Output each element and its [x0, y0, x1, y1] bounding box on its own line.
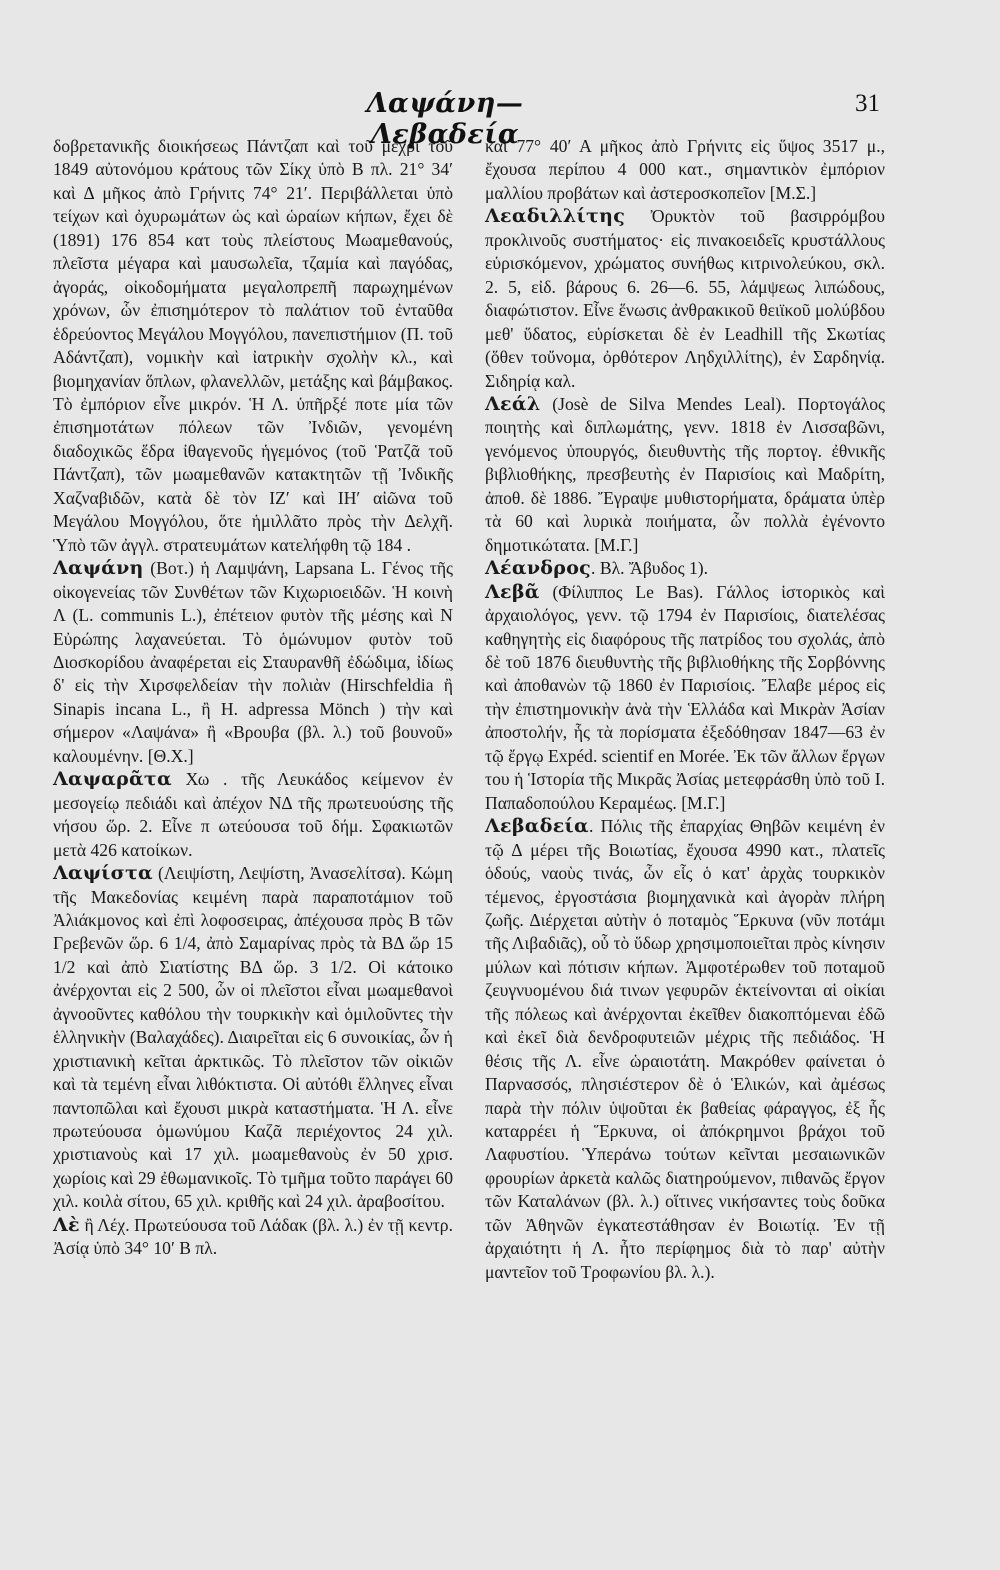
entry-lapsarata [53, 768, 453, 862]
entry-headword: Λεβαδεία [485, 815, 589, 838]
entry-text: . Πόλις τῆς ἐπαρχίας Θηβῶν κειμένη ἐν τῷ Δ μέρει τῆς Βοιωτίας, ἔχουσα 4990 κατ., πλατεῖς ὁδούς, ναοὺς τινάς, ὧν εἷς ὁ κατ' ἀρχὰς τουρκικὸν τέμενος, ἐργοστάσια βιομηχανικὰ καὶ ἀγορὰν πλήρη ζωῆς. Διέρχεται αὐτὴν ὁ ποταμὸς Ἕρκυνα (νῦν ποτάμι τῆς Λιβαδιᾶς), οὗ τὸ ὕδωρ χρησιμοποιεῖται πρὸς κίνησιν μύλων καὶ πότισιν κήπων. Ἀμφοτέρωθεν τοῦ ποταμοῦ ζευγνυομένου διά τινων γεφυρῶν ἐκτείνονται αἱ οἰκίαι τῆς πόλεως καὶ ἀνέρχονται ἐκεῖθεν διακοπτόμεναι ἐδῶ καὶ ἐκεῖ διὰ δενδροφυτειῶν μέχρις τῆς πεδιάδος. Ἡ θέσις τῆς Λ. εἶνε ὡραιοτάτη. Μακρόθεν φαίνεται ὁ Παρνασσός, πλησιέστερον δὲ ὁ Ἑλικών, καὶ ἀμέσως παρὰ τὴν πόλιν ὑψοῦται ἐκ βαθείας φάραγγος, ἐξ ἧς καταρρέει ἡ Ἕρκυνα, οἱ ἀπόκρημνοι βράχοι τοῦ Λαφυστίου. Ὑπεράνω τούτων κεῖνται μεσαιωνικῶν φρουρίων ἀρκετὰ καλῶς διατηρούμενον, πιθανῶς ἔργον τῶν Καταλάνων (βλ. λ.) οἵτινες νικήσαντες τοὺς δοῦκα τῶν Ἀθηνῶν ἐγκατεστάθησαν ἐν Βοιωτίᾳ. Ἐν τῇ ἀρχαιότητι ἡ Λ. ἦτο περίφημος διὰ τὸ παρ' αὐτὴν μαντεῖον τοῦ Τροφωνίου βλ. λ.). [485, 816, 885, 1282]
entry-text: ἢ Λέχ. Πρωτεύουσα τοῦ Λάδακ (βλ. λ.) ἐν τῇ κεντρ. Ἀσίᾳ ὑπὸ 34° 10′ Β πλ. [53, 1214, 453, 1259]
entry-le [53, 1214, 453, 1261]
entry-headword: Λαψαρᾶτα [53, 768, 172, 791]
entry-levadeia [485, 815, 885, 1284]
entry-text: δοβρετανικῆς διοικήσεως Πάντζαπ καὶ τοῦ μέχρι τοῦ 1849 αὐτονόμου κράτους τῶν Σίκχ ὑπὸ Β πλ. 21° 34′ καὶ Δ μῆκος ἀπὸ Γρήνιτς 74° 21′. Περιβάλλεται ὑπὸ τείχων καὶ ὀχυρωμάτων ὡς καὶ ὡραίων κήπων, ἔχει δὲ (1891) 176 854 κατ τοὺς πλείστους Μωαμεθανούς, πλεῖστα μέγαρα καὶ μαυσωλεῖα, τζαμία καὶ παγόδας, ἀγοράς, οἰκοδομήματα μεγαλοπρεπῆ παρωχημένων χρόνων, ὧν ἐπισημότερον τὸ παλάτιον τοῦ ἐνταῦθα ἑδρεύοντος Μεγάλου Μογγόλου, πανεπιστήμιον (Π. τοῦ Αδάντζαπ), νομικὴν καὶ ἰατρικὴν σχολὴν κλ., καὶ βιομηχανίαν ὅπλων, φλανελλῶν, μετάξης καὶ βάμβακος. Τὸ ἐμπόριον εἶνε μικρόν. Ἡ Λ. ὑπῆρξέ ποτε μία τῶν ἐπισημοτάτων πόλεων τῶν Ἰνδιῶν, γενομένη διαδοχικῶς ἕδρα ἰθαγενοῦς ἡγεμόνος (τοῦ Ῥατζᾶ τοῦ Πάντζαπ), τῶν μωαμεθανῶν κατακτητῶν τῇ Ἰνδικῆς Χαζναβιδῶν, κατὰ δὲ τὸν ΙΖ′ καὶ ΙΗ′ αἰῶνα τοῦ Μεγάλου Μογγόλου, ὅτε ἡμιλλᾶτο πρὸς τὴν Δελχῆ. Ὑπὸ τῶν ἀγγλ. στρατευμάτων κατελήφθη τῷ 184 . [53, 136, 453, 555]
entry-headword: Λαψάνη [53, 557, 144, 580]
entry-lapsani [53, 557, 453, 768]
page-number: 31 [855, 90, 880, 117]
running-head: Λαψάνη—Λεβαδεία [366, 88, 524, 150]
entry-continuation [53, 135, 453, 557]
entry-leandros [485, 557, 885, 580]
entry-text: (Josè de Silva Mendes Leal). Πορτογάλος ποιητὴς καὶ διπλωμάτης, γενν. 1818 ἐν Λισσαβῶνι, γενόμενος ὑπουργός, διευθυντὴς τῆς πορτογ. ἐθνικῆς βιβλιοθήκης, πρεσβευτὴς ἐν Παρισίοις καὶ Μαδρίτη, ἀποθ. δὲ 1886. Ἔγραψε μυθιστορήματα, δράματα ὑπὲρ τὰ 60 καὶ λυρικὰ ποιήματα, ὧν πολλὰ ἐγένοντο δημοτικώτατα. [Μ.Γ.] [485, 393, 885, 555]
entry-leva [485, 581, 885, 816]
entry-leal [485, 393, 885, 557]
entry-headword: Λέανδρος [485, 557, 592, 580]
left-column [53, 135, 453, 1261]
entry-text: (Φίλιππος Le Bas). Γάλλος ἱστορικὸς καὶ ἀρχαιολόγος, γενν. τῷ 1794 ἐν Παρισίοις, διατελέσας καθηγητὴς εἰς διαφόρους τῆς πατρίδος του σχολάς, ἀπὸ δὲ τοῦ 1876 διευθυντὴς τῆς βιβλιοθήκης τῆς Σορβόννης καὶ ἀποθανὼν τῷ 1860 ἐν Παρισίοις. Ἔλαβε μέρος εἰς τὴν ἐπιστημονικὴν ἀνὰ τὴν Ἑλλάδα καὶ Μικρὰν Ἀσίαν ἀποστολήν, ἧς τὰ πορίσματα ἐξεδόθησαν 1847—63 ἐν τῷ ἔργῳ Expéd. scientif en Morée. Ἐκ τῶν ἄλλων ἔργων του ἡ Ἱστορία τῆς Μικρᾶς Ἀσίας μετεφράσθη ὑπὸ τοῦ Ι. Παπαδοπούλου Κεραμέως. [Μ.Γ.] [485, 581, 885, 813]
entry-text: . Βλ. Ἄβυδος 1). [591, 558, 708, 579]
entry-text: (Βοτ.) ἡ Λαμψάνη, Lapsana L. Γένος τῆς οἰκογενείας τῶν Συνθέτων τῶν Κιχωριοειδῶν. Ἡ κοινὴ Λ (L. communis L.), ἐπέτειον φυτὸν τῆς μέσης καὶ Ν Εὐρώπης λαχανεύεται. Τὸ ὁμώνυμον φυτὸν τοῦ Διοσκορίδου ἀναφέρεται εἰς Σταυρανθῆ ἐδώδιμα, ἰδίως δ' εἰς τὴν Χιρσφελδείαν τὴν πολιὰν (Hirschfeldia ἢ Sinapis incana L., ἢ H. adpressa Mönch ) τὴν καὶ σήμερον «Λαψάνα» ἢ «Βρουβα (βλ. λ.) τοῦ βουνοῦ» καλουμένην. [Θ.Χ.] [53, 558, 453, 766]
entry-headword: Λεβᾶ [485, 580, 540, 603]
entry-text: Ὀρυκτὸν τοῦ βασιρρόμβου προκλινοῦς συστήματος· εἰς πινακοειδεῖς κρυστάλλους εὑρισκόμενον, χρώματος συνήθως κιτρινολεύκου, σκλ. 2. 5, εἰδ. βάρους 6. 26—6. 55, λάμψεως λιπώδους, διαφώτιστον. Εἶνε ἕνωσις ἀνθρακικοῦ θειϊκοῦ μολύβδου μεθ' ὕδατος, εὑρίσκεται δὲ ἐν Leadhill τῆς Σκωτίας (ὅθεν τοὔνομα, ὀρθότερον Ληδχιλλίτης), ἐν Σαρδηνίᾳ. Σιδηρίᾳ καλ. [485, 206, 885, 391]
entry-leadillitis [485, 205, 885, 393]
entry-headword: Λεαδιλλίτης [485, 205, 626, 228]
entry-text: καὶ 77° 40′ Α μῆκος ἀπὸ Γρήνιτς εἰς ὕψος 3517 μ., ἔχουσα περίπου 4 000 κατ., σημαντικὸν ἐμπόριον μαλλίου προβάτων καὶ ἀστεροσκοπεῖον [Μ.Σ.] [485, 136, 885, 203]
page-header [0, 88, 1000, 150]
entry-lapsista [53, 862, 453, 1214]
entry-headword: Λεάλ [485, 392, 541, 415]
entry-headword: Λὲ [53, 1213, 80, 1236]
entry-text: (Λειψίστη, Λεψίστη, Ἀνασελίτσα). Κώμη τῆς Μακεδονίας κειμένη παρὰ παραποτάμιον τοῦ Ἀλιάκμονος καὶ ἐπὶ λοφοσειρας, ἀπέχουσα πρὸς Β τῶν Γρεβενῶν ὥρ. 6 1/4, ἀπὸ Σαμαρίνας πρὸς τὰ ΒΔ ὥρ 15 1/2 καὶ ἀπὸ Σιατίστης ΒΔ ὥρ. 3 1/2. Οἱ κάτοικο ἀνέρχονται εἰς 2 500, ὧν οἱ πλεῖστοι εἶναι μωαμεθανοὶ ἀγνοοῦντες καθόλου τὴν τουρκικὴν καὶ ὁμιλοῦντες τὴν ἑλληνικὴν (Βαλαχάδες). Διαιρεῖται εἰς 6 συνοικίας, ὧν ἡ χριστιανικὴ κεῖται ἀρκτικῶς. Τὸ πλεῖστον τῶν οἰκιῶν καὶ τὰ τεμένη εἶναι λιθόκτιστα. Οἱ αὐτόθι ἕλληνες εἶναι παντοπῶλαι καὶ ἔχουσι μικρὰ καταστήματα. Ἡ Λ. εἶνε πρωτεύουσα ὁμωνύμου Καζᾶ περιέχοντος 24 χιλ. χριστιανοὺς καὶ 17 χιλ. μωαμεθανοὺς ἐν 50 χρισ. χωρίοις καὶ 29 ἐθωμανικοῖς. Τὸ τμῆμα τοῦτο παράγει 60 χιλ. κοιλὰ σίτου, 65 χιλ. κριθῆς καὶ 24 χιλ. ἀραβοσίτου. [53, 863, 453, 1212]
right-column [485, 135, 885, 1284]
entry-headword: Λαψίστα [53, 862, 153, 885]
entry-continuation [485, 135, 885, 205]
entry-text: Χω . τῆς Λευκάδος κείμενον ἐν μεσογείῳ πεδιάδι καὶ ἀπέχον ΝΔ τῆς πρωτευούσης τῆς νήσου ὥρ. 2. Εἶνε π ωτεύουσα τοῦ δήμ. Σφακιωτῶν μετὰ 426 κατοίκων. [53, 769, 453, 860]
